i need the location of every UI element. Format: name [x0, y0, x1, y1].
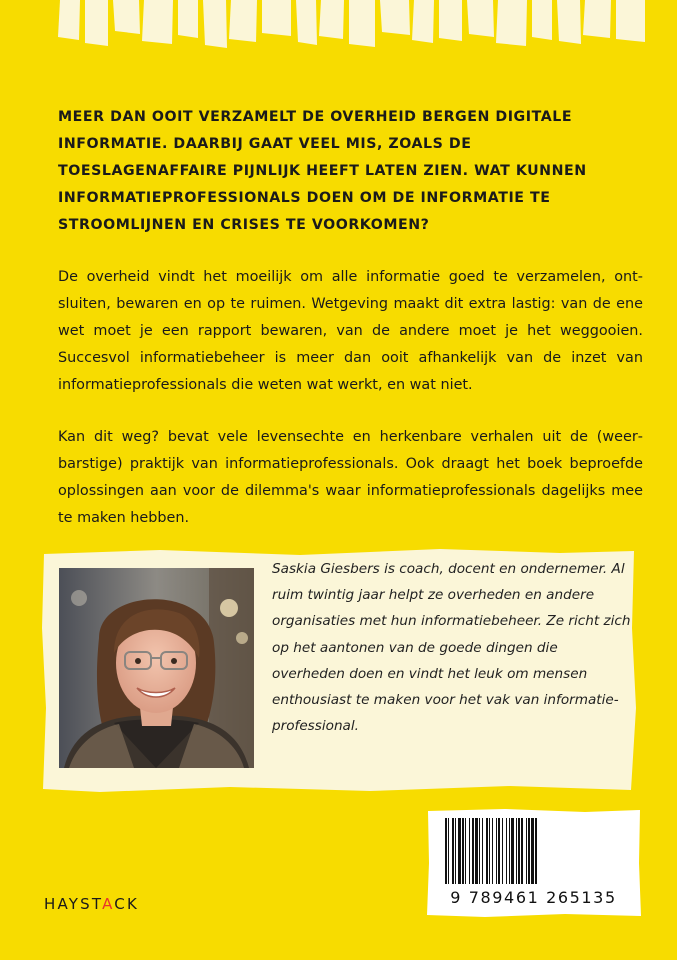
author-photo: [59, 568, 254, 768]
paper-strip: [349, 0, 375, 47]
paper-strip: [178, 0, 198, 38]
barcode-bar: [509, 818, 510, 884]
paper-strip: [439, 0, 462, 41]
publisher-logo-text-before: HAYST: [44, 895, 103, 913]
paper-strip: [616, 0, 645, 42]
barcode-bar: [452, 818, 454, 884]
barcode-bar: [486, 818, 488, 884]
author-portrait-icon: [59, 568, 254, 768]
paper-strip: [262, 0, 291, 36]
barcode-bar: [518, 818, 520, 884]
barcode-bar: [492, 818, 493, 884]
paper-strip: [380, 0, 410, 35]
barcode-bar: [475, 818, 478, 884]
barcode-bar: [455, 818, 456, 884]
barcode-bar: [506, 818, 507, 884]
paper-strip: [467, 0, 494, 37]
barcode-bar: [472, 818, 474, 884]
barcode-bar: [469, 818, 470, 884]
publisher-logo: [44, 895, 139, 913]
isbn-barcode: [425, 808, 642, 918]
paper-strip: [58, 0, 80, 40]
publisher-logo-mark: A: [102, 895, 115, 913]
paper-strip: [203, 0, 227, 48]
barcode-bar: [528, 818, 530, 884]
paper-strip: [296, 0, 317, 45]
publisher-logo-text-after: CK: [114, 895, 139, 913]
barcode-bar: [511, 818, 514, 884]
barcode-bar: [462, 818, 464, 884]
description-paragraph-2: Kan dit weg? bevat vele levensechte en herkenbare verhalen uit de (weerbarstige) praktijk van informatieprofessionals. Ook draagt het boek beproefde oplossingen aan voor de dilemma's waar informatieprofessionals dagelijks mee te maken hebben.: [58, 429, 643, 526]
isbn-digits: 9 789461 265135: [450, 888, 617, 907]
author-panel: [40, 548, 637, 793]
barcode-bar: [489, 818, 490, 884]
paper-strip: [319, 0, 344, 39]
barcode-bar: [458, 818, 461, 884]
paper-strip: [557, 0, 581, 44]
barcode-bar: [526, 818, 527, 884]
paper-strip: [85, 0, 108, 46]
paper-strip: [113, 0, 140, 34]
paper-strip: [583, 0, 611, 38]
author-bio: Saskia Giesbers is coach, docent en ondernemer. Al ruim twintig jaar helpt ze overheden en andere organisaties met hun informatiebeheer. Ze richt zich op het aantonen van de goede dingen die overheden doen en vindt het leuk om mensen enthousiast te maken voor het vak van informatieprofessional.: [272, 561, 631, 735]
barcode-bar: [535, 818, 537, 884]
torn-paper-strips: [0, 0, 677, 60]
barcode-bar: [498, 818, 500, 884]
barcode-bar: [516, 818, 517, 884]
intro-heading: MEER DAN OOIT VERZAMELT DE OVERHEID BERGEN DIGITALE INFORMATIE. DAARBIJ GAAT VEEL MIS, ZOALS DE TOESLAGENAFFAIRE PIJNLIJK HEEFT LATEN ZIEN. WAT KUNNEN INFORMATIEPROFESSIONALS DOEN OM DE INFORMATIE TE STROOMLIJNEN EN CRISES TE VOORKOMEN?: [58, 109, 587, 233]
barcode-bar: [482, 818, 483, 884]
barcode-bar: [496, 818, 497, 884]
description-paragraph-1: De overheid vindt het moeilijk om alle informatie goed te verzamelen, ontsluiten, bewaren en op te ruimen. Wetgeving maakt dit extra lastig: van de ene wet moet je een rapport bewaren, van de andere moet je het weggooien. Succesvol informatiebeheer is meer dan ooit afhankelijk van de inzet van informatieprofessionals die weten wat werkt, en wat niet.: [58, 269, 643, 393]
barcode-bar: [502, 818, 503, 884]
barcode-bar: [448, 818, 449, 884]
barcode-bar: [445, 818, 447, 884]
barcode-bar: [479, 818, 480, 884]
barcode-bar: [521, 818, 523, 884]
barcode-bar: [465, 818, 466, 884]
barcode-bar: [531, 818, 534, 884]
paper-strip: [412, 0, 434, 43]
paper-strip: [229, 0, 257, 42]
paper-strip: [496, 0, 527, 46]
paper-strip: [142, 0, 173, 44]
paper-strip: [532, 0, 552, 40]
